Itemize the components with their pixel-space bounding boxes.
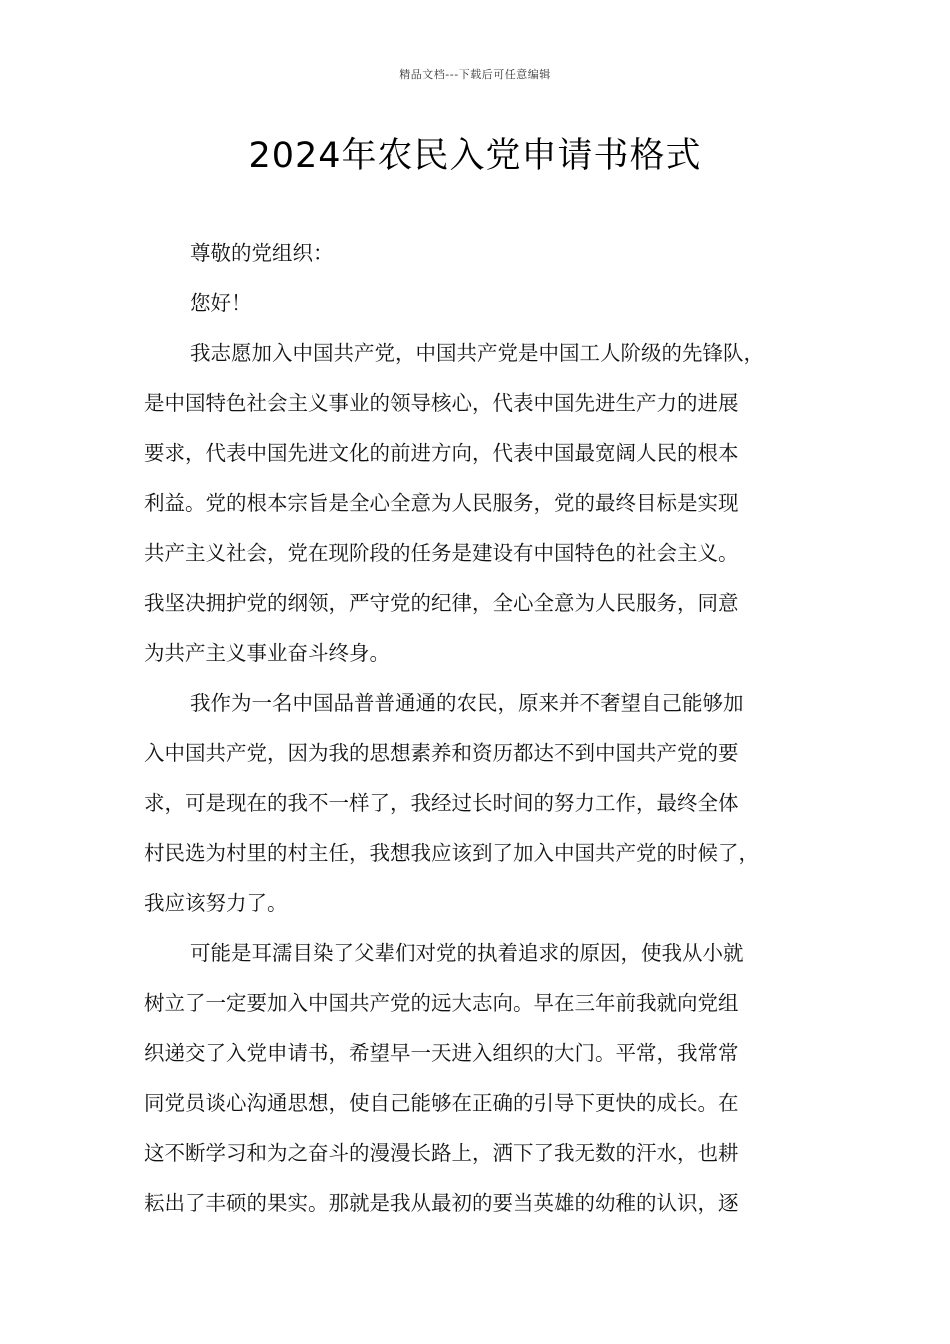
document-title: 2024年农民入党申请书格式 xyxy=(248,136,702,176)
body-line: 是中国特色社会主义事业的领导核心，代表中国先进生产力的进展 xyxy=(144,391,739,415)
salutation: 尊敬的党组织： xyxy=(190,241,334,265)
body-line: 我应该努力了。 xyxy=(144,891,288,915)
header-note: 精品文档---下载后可任意编辑 xyxy=(399,68,551,81)
body-line: 可能是耳濡目染了父辈们对党的执着追求的原因，使我从小就 xyxy=(190,941,744,965)
body-line: 共产主义社会，党在现阶段的任务是建设有中国特色的社会主义。 xyxy=(144,541,739,565)
body-line: 织递交了入党申请书，希望早一天进入组织的大门。平常，我常常 xyxy=(144,1041,739,1065)
body-line: 我作为一名中国品普普通通的农民，原来并不奢望自己能够加 xyxy=(190,691,744,715)
body-line: 树立了一定要加入中国共产党的远大志向。早在三年前我就向党组 xyxy=(144,991,739,1015)
body-line: 利益。党的根本宗旨是全心全意为人民服务，党的最终目标是实现 xyxy=(144,491,739,515)
greeting: 您好！ xyxy=(190,291,252,315)
body-line: 村民选为村里的村主任，我想我应该到了加入中国共产党的时候了， xyxy=(144,841,759,865)
body-line: 我坚决拥护党的纲领，严守党的纪律，全心全意为人民服务，同意 xyxy=(144,591,739,615)
body-line: 同党员谈心沟通思想，使自己能够在正确的引导下更快的成长。在 xyxy=(144,1091,739,1115)
body-line: 入中国共产党，因为我的思想素养和资历都达不到中国共产党的要 xyxy=(144,741,739,765)
body-line: 这不断学习和为之奋斗的漫漫长路上，洒下了我无数的汗水，也耕 xyxy=(144,1141,739,1165)
body-line: 为共产主义事业奋斗终身。 xyxy=(144,641,390,665)
document-body xyxy=(144,228,806,1228)
body-line: 要求，代表中国先进文化的前进方向，代表中国最宽阔人民的根本 xyxy=(144,441,739,465)
body-line: 耘出了丰硕的果实。那就是我从最初的要当英雄的幼稚的认识，逐 xyxy=(144,1191,739,1215)
body-line: 我志愿加入中国共产党，中国共产党是中国工人阶级的先锋队， xyxy=(190,341,764,365)
body-line: 求，可是现在的我不一样了，我经过长时间的努力工作，最终全体 xyxy=(144,791,739,815)
